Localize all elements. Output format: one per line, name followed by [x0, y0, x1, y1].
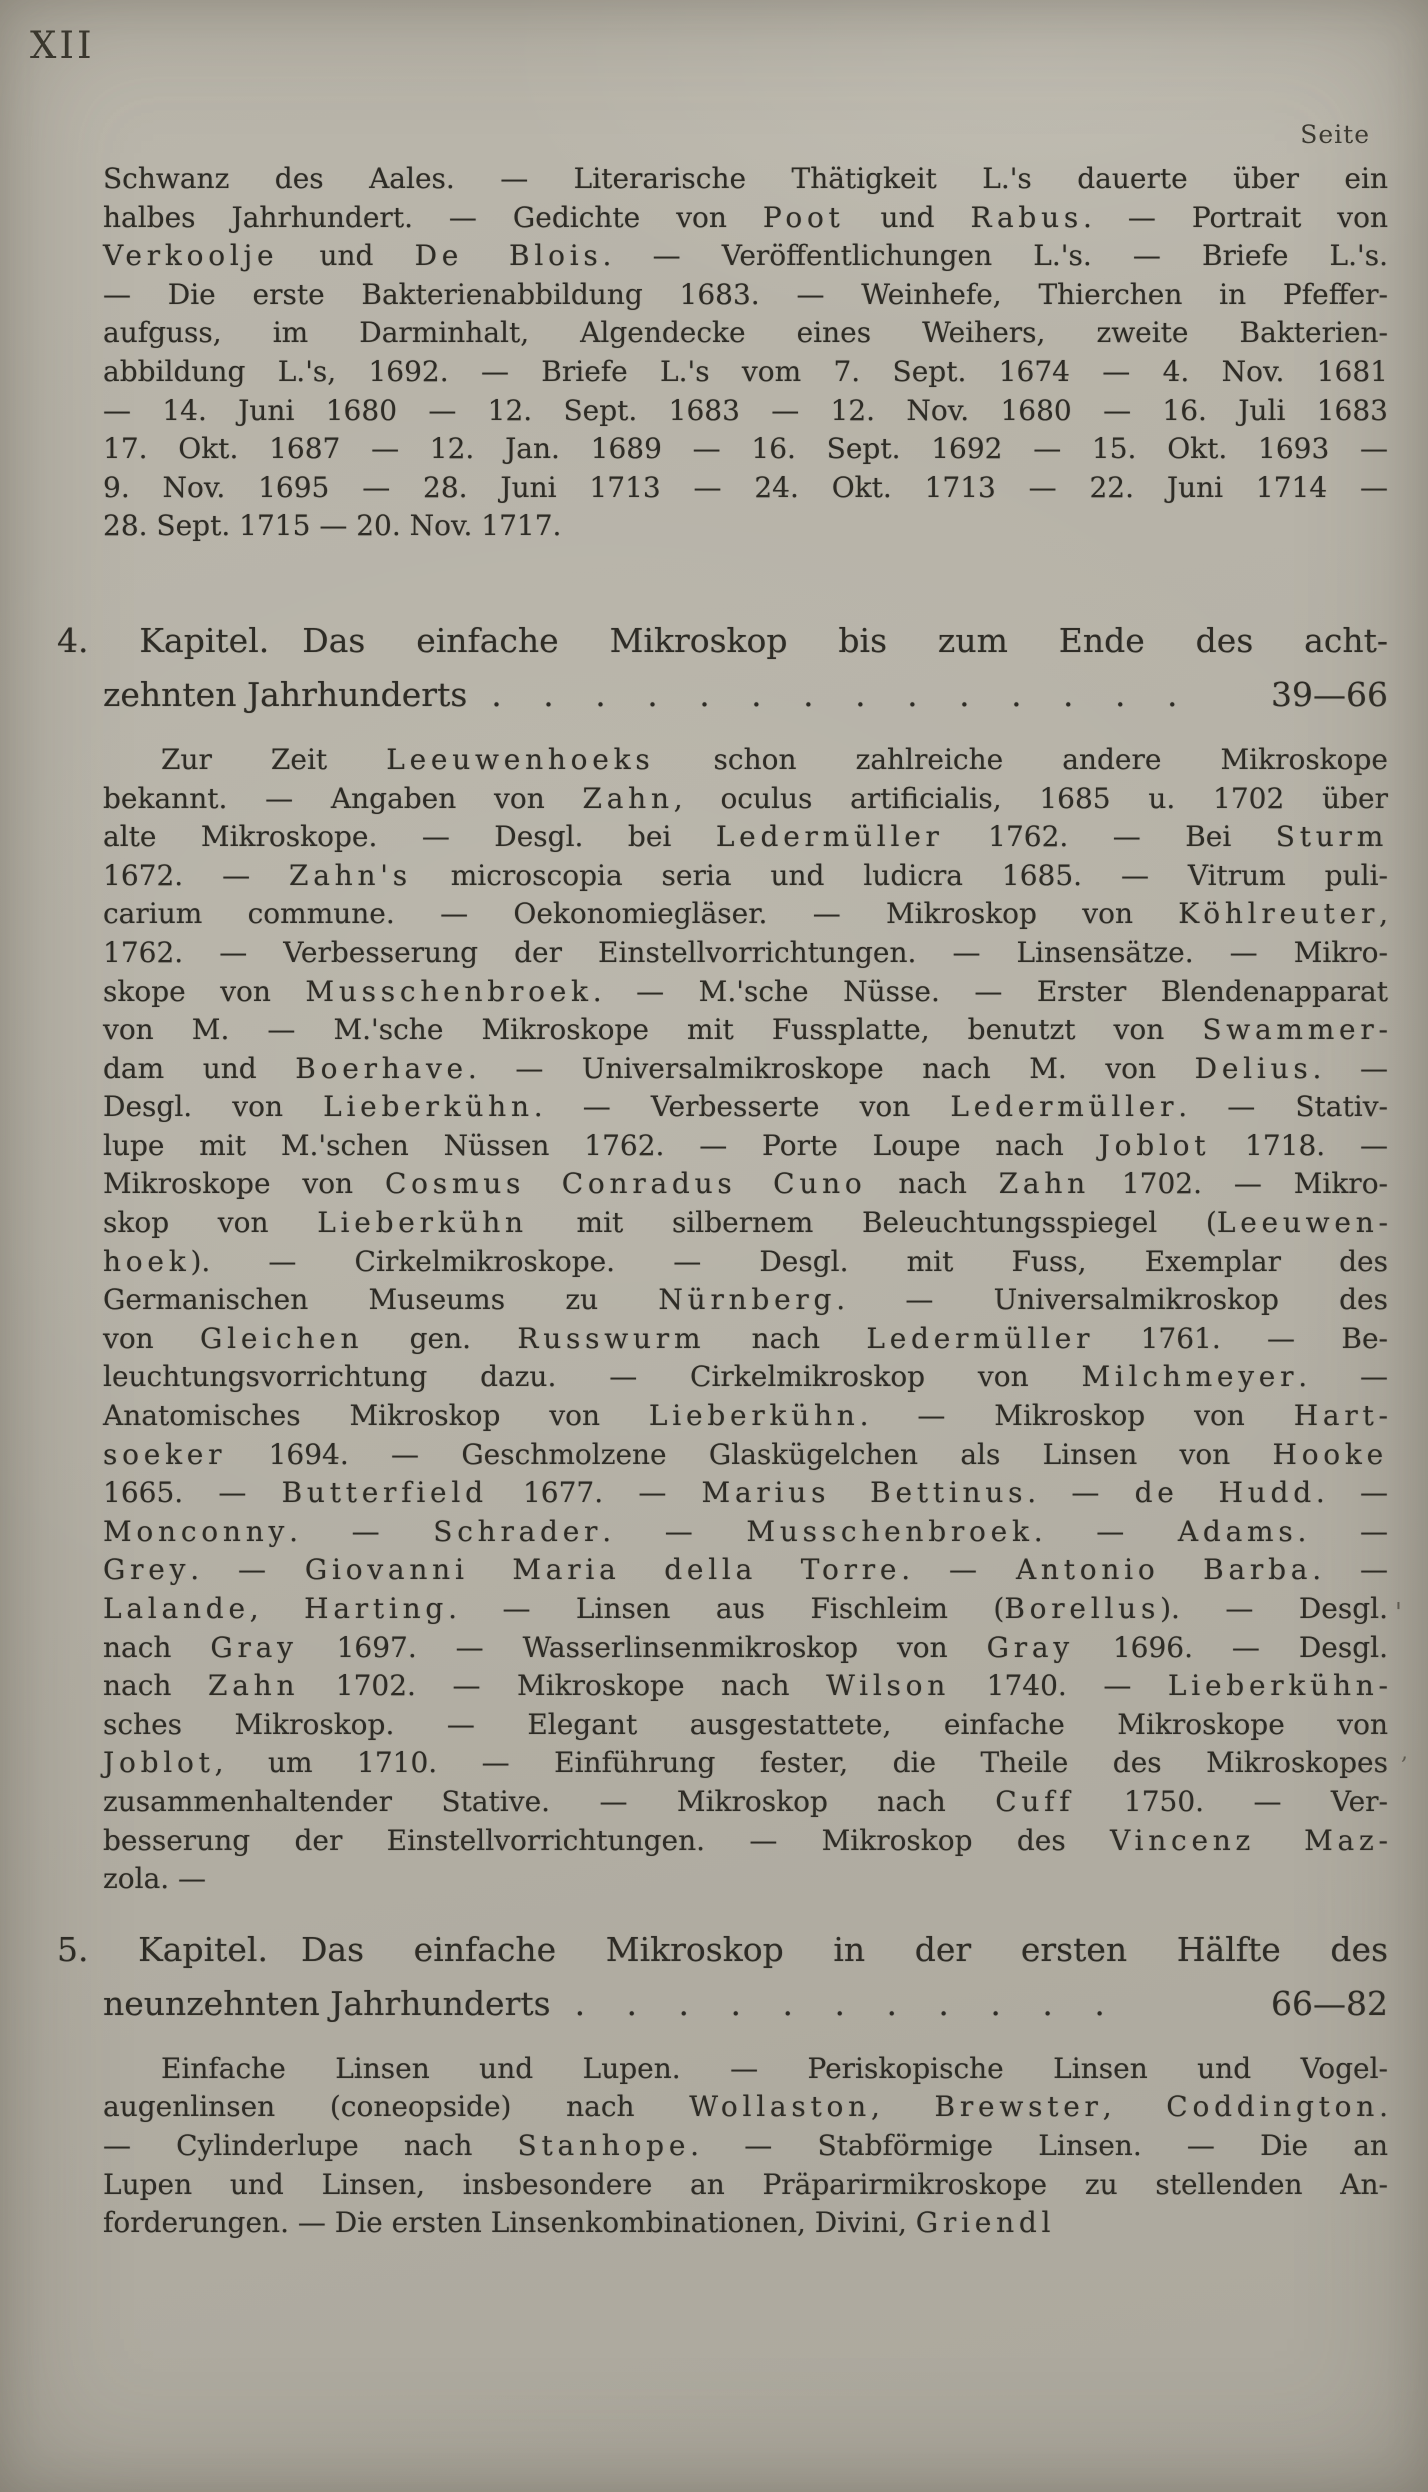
- text-line: — 14. Juni 1680 — 12. Sept. 1683 — 12. Nov. 1680 — 16. Juli 1683: [103, 393, 1388, 427]
- text-line: augenlinsen (coneopside) nach Wollaston, Brewster, Coddington.: [103, 2090, 1388, 2124]
- letterspaced-name: Ledermüller: [866, 1321, 1095, 1355]
- letterspaced-name: Leeuwen: [1216, 1206, 1379, 1240]
- letterspaced-name: Harting: [304, 1592, 449, 1625]
- letterspaced-name: Butterfield: [281, 1476, 488, 1510]
- letterspaced-name: Adams: [1177, 1514, 1298, 1548]
- letterspaced-name: Boerhave: [295, 1051, 468, 1085]
- text-line: nach Gray 1697. — Wasserlinsenmikroskop von Gray 1696. — Desgl.: [103, 1630, 1388, 1664]
- letterspaced-name: Wollaston: [689, 2090, 871, 2124]
- text-line: Zur Zeit Leeuwenhoeks schon zahlreiche andere Mikroskope: [161, 742, 1389, 776]
- text-line: 28. Sept. 1715 — 20. Nov. 1717.: [103, 509, 562, 543]
- letterspaced-name: Schrader: [433, 1514, 603, 1548]
- page-number: XII: [30, 24, 95, 67]
- letterspaced-name: Leeuwenhoeks: [386, 742, 655, 776]
- text-line: skope von Musschenbroek. — M.'sche Nüsse. — Erster Blendenapparat: [103, 974, 1389, 1008]
- toc-text-block: [57, 160, 1389, 2243]
- text-line: von M. — M.'sche Mikroskope mit Fussplatte, benutzt von Swammer-: [103, 1013, 1388, 1047]
- letterspaced-name: Borellus: [1004, 1592, 1161, 1625]
- dot-leader: . . . . . . . . . . .: [574, 1983, 1107, 2023]
- text-line: 1762. — Verbesserung der Einstellvorrichtungen. — Linsensätze. — Mikro-: [103, 935, 1388, 969]
- letterspaced-name: Lieberkühn: [648, 1399, 860, 1433]
- letterspaced-name: Rabus: [970, 200, 1084, 234]
- text-line: Desgl. von Lieberkühn. — Verbesserte von Ledermüller. — Stativ-: [103, 1090, 1388, 1124]
- letterspaced-name: Zahn's: [288, 858, 412, 892]
- letterspaced-name: Cuff: [995, 1784, 1075, 1818]
- letterspaced-name: Ledermüller: [715, 820, 944, 854]
- letterspaced-name: Delius: [1194, 1051, 1313, 1085]
- letterspaced-name: Gray: [210, 1630, 298, 1664]
- chapter-5-title-continued: neunzehnten Jahrhunderts: [103, 1983, 551, 2023]
- letterspaced-name: Hart: [1293, 1399, 1379, 1433]
- text-line: 1672. — Zahn's microscopia seria und ludicra 1685. — Vitrum puli-: [103, 858, 1388, 892]
- letterspaced-name: Lieberkühn: [323, 1090, 534, 1124]
- chapter-5-heading-line1: 5. Kapitel. Das einfache Mikroskop in der ersten Hälfte des: [57, 1929, 1388, 1969]
- letterspaced-name: Grey: [103, 1553, 191, 1587]
- text-line: soeker 1694. — Geschmolzene Glaskügelchen als Linsen von Hooke: [103, 1437, 1388, 1471]
- letterspaced-name: Russwurm: [517, 1321, 706, 1355]
- dot-leader: . . . . . . . . . . . . . .: [491, 674, 1180, 714]
- letterspaced-name: Gray: [986, 1630, 1074, 1664]
- chapter-4-summary: [103, 741, 1388, 1899]
- scan-artifact: ': [1394, 1598, 1402, 1628]
- text-line: alte Mikroskope. — Desgl. bei Ledermüller 1762. — Bei Sturm: [103, 820, 1388, 854]
- letterspaced-name: hoek: [103, 1244, 191, 1278]
- text-line: halbes Jahrhundert. — Gedichte von Poot und Rabus. — Portrait von: [103, 200, 1388, 234]
- text-line: Anatomisches Mikroskop von Lieberkühn. — Mikroskop von Hart-: [103, 1399, 1388, 1433]
- letterspaced-name: Milchmeyer: [1081, 1360, 1299, 1394]
- letterspaced-name: Cosmus Conradus Cuno: [384, 1167, 867, 1201]
- chapter-4-page-range: 39—66: [1271, 674, 1388, 714]
- scan-artifact: ,: [1401, 1740, 1408, 1765]
- text-line: Verkoolje und De Blois. — Veröffentlichungen L.'s. — Briefe L.'s.: [103, 239, 1388, 273]
- text-line: leuchtungsvorrichtung dazu. — Cirkelmikroskop von Milchmeyer. —: [103, 1360, 1388, 1394]
- chapter-5-page-range: 66—82: [1271, 1983, 1388, 2023]
- letterspaced-name: Nürnberg: [658, 1283, 837, 1317]
- chapter-5-heading-line2: [103, 1977, 1388, 2031]
- letterspaced-name: Gleichen: [200, 1321, 364, 1355]
- toc-chapter-4: [57, 614, 1389, 1899]
- text-line: — Die erste Bakterienabbildung 1683. — Weinhefe, Thierchen in Pfeffer-: [103, 277, 1388, 311]
- letterspaced-name: Monconny: [103, 1514, 290, 1548]
- text-line: skop von Lieberkühn mit silbernem Beleuchtungsspiegel (Leeuwen-: [103, 1206, 1388, 1240]
- letterspaced-name: Musschenbroek: [305, 974, 593, 1008]
- text-line: carium commune. — Oekonomiegläser. — Mikroskop von Köhlreuter,: [103, 897, 1388, 931]
- text-line: von Gleichen gen. Russwurm nach Ledermüller 1761. — Be-: [103, 1321, 1388, 1355]
- toc-chapter-5: [57, 1923, 1388, 2243]
- text-line: Joblot, um 1710. — Einführung fester, die Theile des Mikroskopes: [103, 1746, 1388, 1780]
- chapter-4-title-continued: zehnten Jahrhunderts: [103, 674, 468, 714]
- chapter-5-summary: [103, 2050, 1388, 2243]
- text-line: Germanischen Museums zu Nürnberg. — Universalmikroskop des: [103, 1283, 1388, 1317]
- letterspaced-name: Griendl: [915, 2206, 1056, 2240]
- letterspaced-name: Antonio Barba: [1015, 1553, 1313, 1587]
- letterspaced-name: Ledermüller: [950, 1090, 1179, 1124]
- letterspaced-name: Zahn: [207, 1669, 300, 1703]
- text-line: 17. Okt. 1687 — 12. Jan. 1689 — 16. Sept. 1692 — 15. Okt. 1693 —: [103, 432, 1388, 466]
- letterspaced-name: Joblot: [1098, 1128, 1211, 1162]
- toc-entry-continuation: [103, 160, 1388, 546]
- column-header-seite: Seite: [1300, 120, 1370, 149]
- letterspaced-name: Marius Bettinus: [701, 1476, 1028, 1510]
- text-line: aufguss, im Darminhalt, Algendecke eines Weihers, zweite Bakterien-: [103, 316, 1388, 350]
- text-line: zusammenhaltender Stative. — Mikroskop nach Cuff 1750. — Ver-: [103, 1784, 1388, 1818]
- text-line: Schwanz des Aales. — Literarische Thätigkeit L.'s dauerte über ein: [103, 162, 1388, 195]
- letterspaced-name: Zahn: [582, 781, 674, 815]
- text-line: nach Zahn 1702. — Mikroskope nach Wilson 1740. — Lieberkühn-: [103, 1669, 1389, 1703]
- letterspaced-name: Joblot: [103, 1746, 215, 1780]
- text-line: dam und Boerhave. — Universalmikroskope nach M. von Delius. —: [103, 1051, 1388, 1085]
- letterspaced-name: De Blois: [414, 239, 603, 273]
- letterspaced-name: Verkoolje: [103, 239, 279, 273]
- letterspaced-name: Swammer: [1202, 1013, 1379, 1047]
- text-line: — Cylinderlupe nach Stanhope. — Stabförmige Linsen. — Die an: [103, 2128, 1388, 2162]
- letterspaced-name: Brewster: [934, 2090, 1103, 2124]
- chapter-4-heading-line2: [103, 668, 1388, 722]
- text-line: 1665. — Butterfield 1677. — Marius Bettinus. — de Hudd. —: [103, 1476, 1389, 1510]
- letterspaced-name: Poot: [762, 200, 845, 234]
- chapter-4-heading-line1: 4. Kapitel. Das einfache Mikroskop bis zum Ende des acht-: [57, 620, 1388, 660]
- letterspaced-name: Lieberkühn: [1167, 1669, 1379, 1703]
- letterspaced-name: Hooke: [1272, 1437, 1388, 1471]
- letterspaced-name: Musschenbroek: [746, 1514, 1034, 1548]
- text-line: Lalande, Harting. — Linsen aus Fischleim (Borellus). — Desgl.: [103, 1592, 1388, 1625]
- text-line: forderungen. — Die ersten Linsenkombinationen, Divini, Griendl: [103, 2206, 1056, 2240]
- letterspaced-name: Wilson: [826, 1669, 951, 1703]
- text-line: zola. —: [103, 1862, 207, 1896]
- letterspaced-name: Giovanni Maria della Torre: [304, 1553, 902, 1587]
- letterspaced-name: Stanhope: [517, 2128, 691, 2162]
- text-line: bekannt. — Angaben von Zahn, oculus artificialis, 1685 u. 1702 über: [103, 781, 1388, 815]
- text-line: lupe mit M.'schen Nüssen 1762. — Porte Loupe nach Joblot 1718. —: [103, 1128, 1388, 1162]
- letterspaced-name: Lalande: [103, 1592, 250, 1625]
- letterspaced-name: Coddington: [1166, 2090, 1380, 2124]
- text-line: 9. Nov. 1695 — 28. Juni 1713 — 24. Okt. 1713 — 22. Juni 1714 —: [103, 470, 1388, 504]
- letterspaced-name: de Hudd: [1134, 1476, 1316, 1510]
- text-line: Grey. — Giovanni Maria della Torre. — Antonio Barba. —: [103, 1553, 1389, 1587]
- text-line: abbildung L.'s, 1692. — Briefe L.'s vom 7. Sept. 1674 — 4. Nov. 1681: [103, 354, 1388, 388]
- letterspaced-name: Zahn: [998, 1167, 1090, 1201]
- letterspaced-name: Köhlreuter: [1178, 897, 1380, 931]
- letterspaced-name: Vincenz Maz: [1110, 1823, 1379, 1857]
- text-line: Monconny. — Schrader. — Musschenbroek. — Adams. —: [103, 1514, 1389, 1548]
- text-line: Mikroskope von Cosmus Conradus Cuno nach Zahn 1702. — Mikro-: [103, 1167, 1389, 1201]
- letterspaced-name: Sturm: [1275, 820, 1388, 854]
- text-line: sches Mikroskop. — Elegant ausgestattete, einfache Mikroskope von: [103, 1707, 1388, 1741]
- text-line: Einfache Linsen und Lupen. — Periskopische Linsen und Vogel-: [161, 2051, 1388, 2085]
- text-line: hoek). — Cirkelmikroskope. — Desgl. mit Fuss, Exemplar des: [103, 1244, 1388, 1278]
- letterspaced-name: Lieberkühn: [317, 1206, 528, 1240]
- letterspaced-name: soeker: [103, 1437, 227, 1471]
- text-line: Lupen und Linsen, insbesondere an Präparirmikroskope zu stellenden An-: [103, 2167, 1388, 2201]
- text-line: besserung der Einstellvorrichtungen. — Mikroskop des Vincenz Maz-: [103, 1823, 1388, 1857]
